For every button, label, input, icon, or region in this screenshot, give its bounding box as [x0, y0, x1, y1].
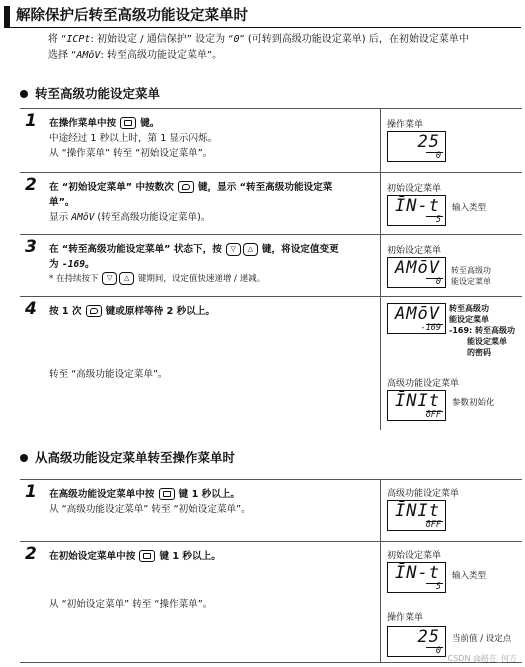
- display-panel: AMōV -169: [387, 303, 446, 334]
- watermark: CSDN @路在_何方: [447, 654, 517, 663]
- step-text: 按 1 次 键或原样等待 2 秒以上。 转至 “高级功能设定菜单”。: [49, 306, 215, 380]
- step-row: [20, 479, 522, 541]
- step-row: [20, 234, 522, 296]
- panel-note: 转至高级功 能设定菜单 -169: 转至高级功 能设定菜单 的密码: [449, 304, 516, 357]
- display-panel: ĪN-t 5: [387, 195, 446, 226]
- step-row: [20, 296, 522, 430]
- mode-key-icon: [159, 488, 175, 500]
- step-text: 在 “初始设定菜单” 中按数次 键，显示 “转至高级功能设定菜 单”。 显示 AMōV (转至高级功能设定菜单)。: [49, 182, 333, 223]
- return-key-icon: [178, 181, 194, 193]
- panel-label: 操作菜单: [387, 120, 424, 130]
- panel-label: 初始设定菜单: [387, 551, 442, 561]
- step-row: [20, 108, 522, 172]
- display-panel: 25 0: [387, 131, 446, 162]
- panel-note: 当前值 / 设定点: [452, 634, 512, 644]
- panel-label: 高级功能设定菜单: [387, 379, 460, 389]
- panel-note: 输入类型: [452, 203, 487, 213]
- down-key-icon: ▽: [226, 243, 241, 256]
- section-heading-2: 从高级功能设定菜单转至操作菜单时: [20, 448, 235, 466]
- section-heading-1: 转至高级功能设定菜单: [20, 84, 160, 102]
- step-number: 4: [25, 299, 37, 319]
- step-text: 在操作菜单中按 键。 中途经过 1 秒以上时，第 1 显示闪烁。 从 “操作菜单” 转至 “初始设定菜单”。: [49, 118, 218, 159]
- mode-key-icon: [139, 550, 155, 562]
- up-key-icon: △: [119, 272, 134, 285]
- panel-label: 初始设定菜单: [387, 184, 442, 194]
- bullet-icon: [20, 90, 28, 98]
- step-text: 在 “转至高级功能设定菜单” 状态下，按 ▽ △ 键，将设定值变更 为 -169。 * 在持续按下 ▽ △ 键期间，设定值快速递增 / 递减。: [49, 244, 339, 284]
- panel-label: 高级功能设定菜单: [387, 489, 460, 499]
- up-key-icon: △: [243, 243, 258, 256]
- mode-key-icon: [120, 117, 136, 129]
- step-number: 2: [25, 175, 37, 195]
- display-panel: AMōV 0: [387, 257, 446, 288]
- step-number: 3: [25, 237, 37, 257]
- return-key-icon: [86, 305, 102, 317]
- page-title: 解除保护后转至高级功能设定菜单时: [4, 6, 521, 28]
- display-panel: ĪNIt ōFF: [387, 500, 446, 531]
- step-text: 在初始设定菜单中按 键 1 秒以上。 从 “初始设定菜单” 转至 “操作菜单”。: [49, 551, 221, 610]
- panel-label: 初始设定菜单: [387, 246, 442, 256]
- panel-label: 操作菜单: [387, 613, 424, 623]
- step-number: 1: [25, 482, 37, 502]
- step-text: 在高级功能设定菜单中按 键 1 秒以上。 从 “高级功能设定菜单” 转至 “初始设定菜单”。: [49, 489, 251, 515]
- panel-note: 参数初始化: [452, 398, 495, 408]
- display-panel: ĪNIt ōFF: [387, 390, 446, 421]
- display-panel: ĪN-t 5: [387, 562, 446, 593]
- down-key-icon: ▽: [102, 272, 117, 285]
- step-row: [20, 541, 522, 663]
- panel-note: 输入类型: [452, 571, 487, 581]
- display-panel: 25 0: [387, 626, 446, 657]
- step-number: 2: [25, 544, 37, 564]
- intro-paragraph: 将 “ICPt: 初始设定 / 通信保护” 设定为 “0” (可转到高级功能设定菜单) 后，在初始设定菜单中 选择 “AMōV: 转至高级功能设定菜单”。: [48, 34, 469, 61]
- step-number: 1: [25, 111, 37, 131]
- panel-note: 转至高级功 能设定菜单: [451, 266, 491, 286]
- bullet-icon: [20, 454, 28, 462]
- step-row: [20, 172, 522, 234]
